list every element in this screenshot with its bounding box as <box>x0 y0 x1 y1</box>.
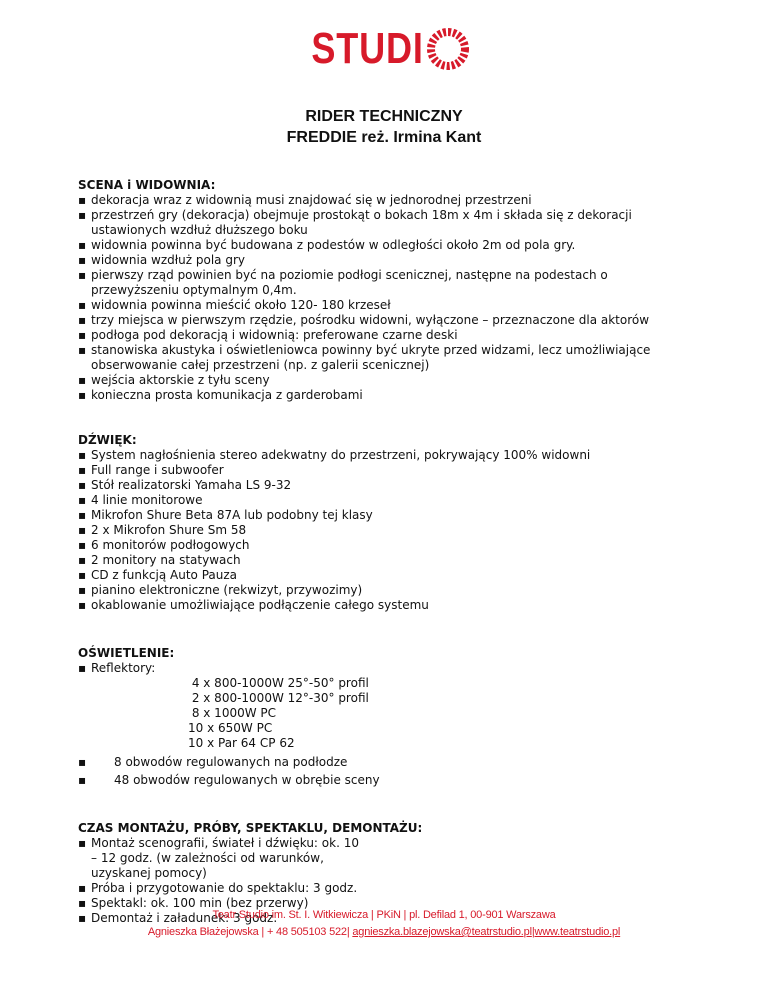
list-item: ▪ 48 obwodów regulowanych w obrębie sceny <box>78 773 698 788</box>
section-heading-scena: SCENA i WIDOWNIA: <box>78 178 216 192</box>
list-item: ▪ wejścia aktorskie z tyłu sceny <box>78 373 698 388</box>
spec-line: 10 x Par 64 CP 62 <box>188 736 295 750</box>
list-item: ▪ widownia wzdłuż pola gry <box>78 253 698 268</box>
dzwiek-list <box>78 448 698 613</box>
list-item: ▪ pianino elektroniczne (rekwizyt, przywozimy) <box>78 583 698 598</box>
scena-list <box>78 193 698 403</box>
footer-contact <box>0 924 768 941</box>
spec-line: 10 x 650W PC <box>188 721 273 735</box>
list-item: ▪ Próba i przygotowanie do spektaklu: 3 godz. <box>78 881 698 896</box>
section-heading-czas: CZAS MONTAŻU, PRÓBY, SPEKTAKLU, DEMONTAŻU: <box>78 821 423 835</box>
list-item: ▪ podłoga pod dekoracją i widownią: preferowane czarne deski <box>78 328 698 343</box>
logo-text: STUDI <box>310 24 424 73</box>
list-item: ▪ przestrzeń gry (dekoracja) obejmuje prostokąt o bokach 18m x 4m i składa się z dekoracji ustawionych wzdłuż dłuższego boku <box>78 208 698 238</box>
rider-content <box>78 178 698 926</box>
section-heading-oswietlenie: OŚWIETLENIE: <box>78 646 175 660</box>
list-item: ▪ Mikrofon Shure Beta 87A lub podobny tej klasy <box>78 508 698 523</box>
list-item: ▪ Montaż scenografii, świateł i dźwięku: ok. 10 – 12 godz. (w zależności od warunków, uzyskanej pomocy) <box>78 836 698 881</box>
list-item: ▪ 2 x Mikrofon Shure Sm 58 <box>78 523 698 538</box>
list-item: ▪ konieczna prosta komunikacja z garderobami <box>78 388 698 403</box>
list-item: ▪ stanowiska akustyka i oświetleniowca powinny być ukryte przed widzami, lecz umożliwiające obserwowanie całej przestrzeni (np. z galerii scenicznej) <box>78 343 698 373</box>
list-item-reflektory <box>78 661 698 751</box>
list-item: ▪ 4 linie monitorowe <box>78 493 698 508</box>
oswietlenie-list <box>78 661 698 788</box>
spec-line: 4 x 800-1000W 25°-50° profil <box>188 676 369 690</box>
list-item: ▪ CD z funkcją Auto Pauza <box>78 568 698 583</box>
footer-separator: | <box>531 926 535 938</box>
logo-ring-icon <box>426 27 470 71</box>
list-item: ▪ 6 monitorów podłogowych <box>78 538 698 553</box>
list-item: ▪ widownia powinna mieścić około 120- 180 krzeseł <box>78 298 698 313</box>
footer-contact-prefix: Agnieszka Błażejowska | + 48 505103 522| <box>147 926 353 938</box>
studio-logo <box>0 24 768 74</box>
list-item: ▪ Full range i subwoofer <box>78 463 698 478</box>
list-item: ▪ dekoracja wraz z widownią musi znajdować się w jednorodnej przestrzeni <box>78 193 698 208</box>
list-item: ▪ trzy miejsca w pierwszym rzędzie, pośrodku widowni, wyłączone – przeznaczone dla aktorów <box>78 313 698 328</box>
list-item: ▪ 8 obwodów regulowanych na podłodze <box>78 755 698 770</box>
list-item: ▪ Spektakl: ok. 100 min (bez przerwy) <box>78 896 698 911</box>
website-link[interactable]: www.teatrstudio.pl <box>534 926 621 938</box>
list-item: ▪ pierwszy rząd powinien być na poziomie podłogi scenicznej, następne na podestach o przewyższeniu optymalnym 0,4m. <box>78 268 698 298</box>
email-link[interactable]: agnieszka.blazejowska@teatrstudio.pl <box>352 926 532 938</box>
footer-address: Teatr Studio im. St. I. Witkiewicza | PKiN | pl. Defilad 1, 00-901 Warszawa <box>212 909 556 921</box>
list-item: ▪ widownia powinna być budowana z podestów w odległości około 2m od pola gry. <box>78 238 698 253</box>
title-line-1: RIDER TECHNICZNY <box>305 108 463 125</box>
section-heading-dzwiek: DŹWIĘK: <box>78 433 137 447</box>
reflektory-label: Reflektory: <box>91 661 156 675</box>
footer <box>0 907 768 941</box>
reflektory-specs <box>91 676 698 751</box>
document-title <box>0 106 768 148</box>
spec-line: 2 x 800-1000W 12°-30° profil <box>188 691 369 705</box>
list-item: ▪ okablowanie umożliwiające podłączenie całego systemu <box>78 598 698 613</box>
list-item: ▪ Demontaż i załadunek: 3 godz. <box>78 911 698 926</box>
list-item: ▪ Stół realizatorski Yamaha LS 9-32 <box>78 478 698 493</box>
title-line-2: FREDDIE reż. Irmina Kant <box>286 129 482 146</box>
list-item: ▪ 2 monitory na statywach <box>78 553 698 568</box>
list-item: ▪ System nagłośnienia stereo adekwatny do przestrzeni, pokrywający 100% widowni <box>78 448 698 463</box>
spec-line: 8 x 1000W PC <box>188 706 277 720</box>
